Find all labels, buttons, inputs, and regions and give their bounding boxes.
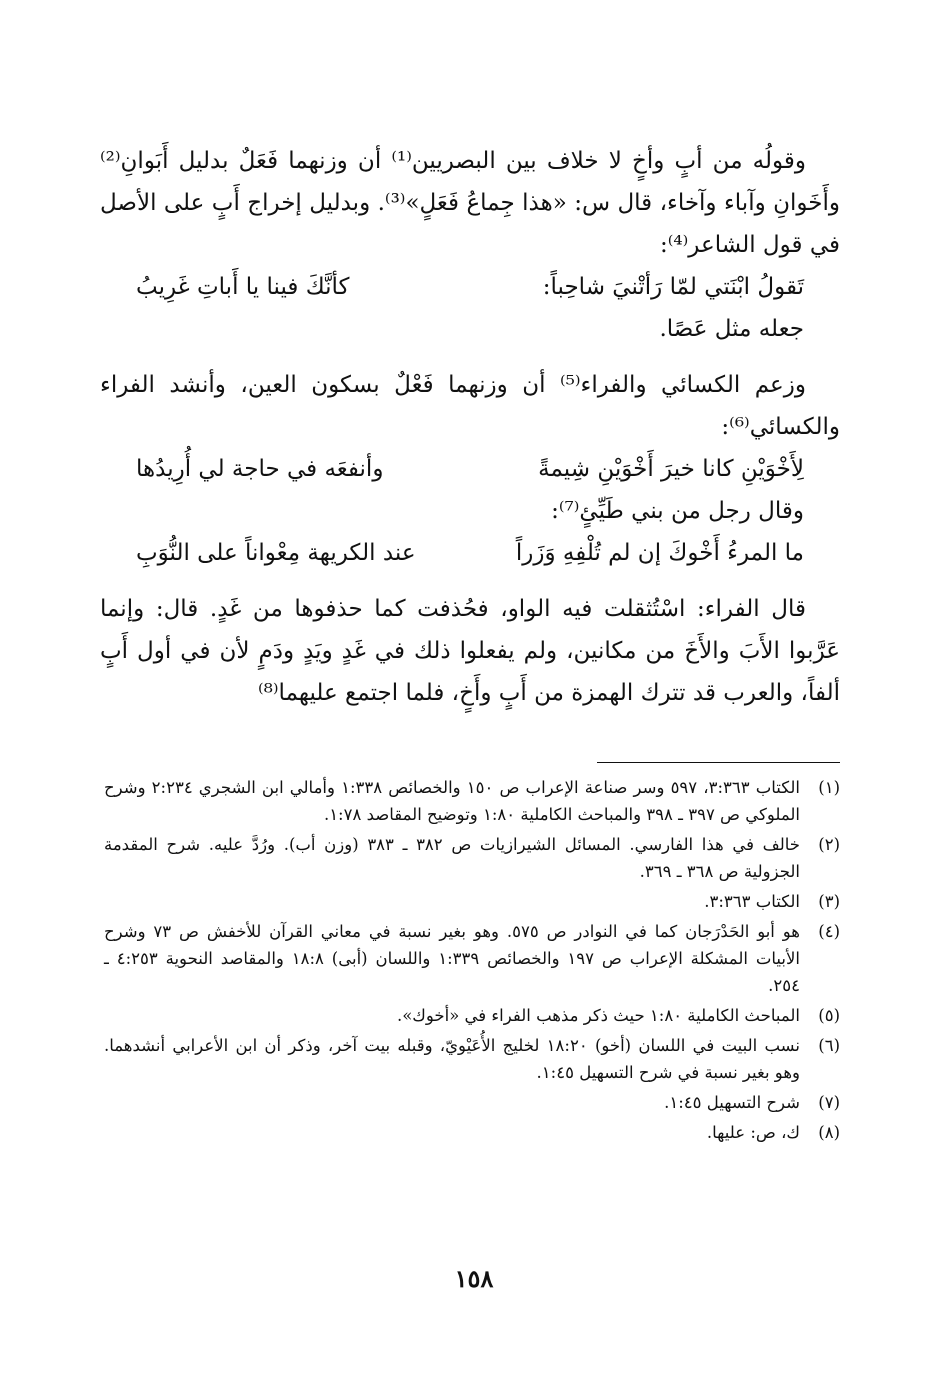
line-attribution-2: وقال رجل من بني طَيِّئٍ⁽⁷⁾: — [551, 498, 804, 524]
footnote-number: (٥) — [818, 1006, 840, 1025]
line-explanation-1: جعله مثل عَصًا. — [659, 316, 804, 342]
footnote-text: المباحث الكاملية ١:٨٠ حيث ذكر مذهب الفراء في «أخوك». — [396, 1006, 800, 1025]
footnote-number: (٤) — [818, 922, 840, 941]
paragraph-1: وقولُه من أبٍ وأخٍ لا خلاف بين البصريين⁽¹⁾ أن وزنهما فَعَلٌ بدليل أَبَوانِ⁽²⁾ وأَخَوانِ وآباء وآخاء، قال س: «هذا جِماعُ فَعَلٍ»⁽³⁾. وبدليل إخراج أَبٍ على الأصل في قول الشاعر⁽⁴⁾: — [100, 148, 840, 258]
footnote-number: (٦) — [818, 1036, 840, 1055]
footnote-number: (٣) — [818, 892, 840, 911]
verse-3-second-hemistich: عند الكريهة مِعْواناً على النُّوَبِ — [136, 540, 416, 566]
footnote-text: شرح التسهيل ١:٤٥. — [664, 1093, 800, 1112]
footnote-number: (٨) — [818, 1123, 840, 1142]
footnote-text: خالف في هذا الفارسي. المسائل الشيرازيات ص ٣٨٢ ـ ٣٨٣ (وزن أب). ورُدَّ عليه. شرح المقدمة الجزولية ص ٣٦٨ ـ ٣٦٩. — [104, 835, 801, 881]
footnote-8 — [104, 1119, 840, 1146]
page-number: ١٥٨ — [454, 1264, 494, 1293]
footnote-number: (٢) — [818, 835, 840, 854]
footnotes — [104, 774, 840, 1149]
verse-2 — [100, 448, 840, 490]
footnote-3 — [104, 888, 840, 915]
verse-1 — [100, 266, 840, 308]
verse-2-first-hemistich: لِأَخْوَيْنِ كانا خيرَ أَخْوَيْنِ شِيمةً — [538, 456, 804, 482]
verse-3 — [100, 532, 840, 574]
footnote-text: ك، ص: عليها. — [706, 1123, 800, 1142]
verse-3-first-hemistich: ما المرءُ أَخْوكَ إن لم تُلْفِهِ وَزَراً — [515, 540, 804, 566]
footnote-1 — [104, 774, 840, 828]
footnote-6 — [104, 1032, 840, 1086]
paragraph-2: وزعم الكسائي والفراء⁽⁵⁾ أن وزنهما فَعْلٌ بسكون العين، وأنشد الفراء والكسائي⁽⁶⁾: — [100, 372, 840, 440]
footnote-number: (١) — [818, 778, 840, 797]
footnote-text: هو أبو الحَدْرَجان كما في النوادر ص ٥٧٥. وهو بغير نسبة في معاني القرآن للأخفش ص ٧٣ وشرح الأبيات المشكلة الإعراب ص ١٩٧ والخصائص ١:٣٣٩ واللسان (أبى) ١٨:٨ والمقاصد النحوية ٤:٢٥٣ ـ ٢٥٤. — [104, 922, 800, 995]
footnote-2 — [104, 831, 840, 885]
footnote-separator-rule — [597, 762, 840, 763]
paragraph-3: قال الفراء: اسْتُثقلت فيه الواو، فحُذفت كما حذفوها من غَدٍ. قال: وإنما عَرَّبوا الأَبَ والأَخَ من مكانين، ولم يفعلوا ذلك في غَدٍ ويَدٍ ودَمٍ لأن في أول أَبٍ ألفاً، والعرب قد تترك الهمزة من أَبٍ وأَخٍ، فلما اجتمع عليهما⁽⁸⁾ — [100, 596, 840, 706]
verse-1-second-hemistich: كأنَّكَ فينا يا أَباتِ غَرِيبُ — [136, 274, 350, 300]
footnote-7 — [104, 1089, 840, 1116]
footnote-number: (٧) — [818, 1093, 840, 1112]
verse-2-second-hemistich: وأنفعَه في حاجة لي أُرِيدُها — [136, 456, 384, 482]
footnote-4 — [104, 918, 840, 999]
footnote-text: الكتاب ٣:٣٦٣، ٥٩٧ وسر صناعة الإعراب ص ١٥٠ والخصائص ١:٣٣٨ وأمالي ابن الشجري ٢:٢٣٤ وشرح الملوكي ص ٣٩٧ ـ ٣٩٨ والمباحث الكاملية ١:٨٠ وتوضيح المقاصد ١:٧٨. — [104, 778, 801, 824]
footnote-text: الكتاب ٣:٣٦٣. — [704, 892, 800, 911]
main-text — [100, 140, 840, 714]
verse-1-first-hemistich: تَقولُ ابْنَتي لمّا رَأتْنيَ شاحِباً: — [542, 274, 804, 300]
footnote-text: نسب البيت في اللسان (أخو) ١٨:٢٠ لخليج الأُعَيْويّ، وقبله بيت آخر، وذكر أن ابن الأعرابي أنشدهما. وهو بغير نسبة في شرح التسهيل ١:٤٥. — [104, 1036, 800, 1082]
footnote-5 — [104, 1002, 840, 1029]
